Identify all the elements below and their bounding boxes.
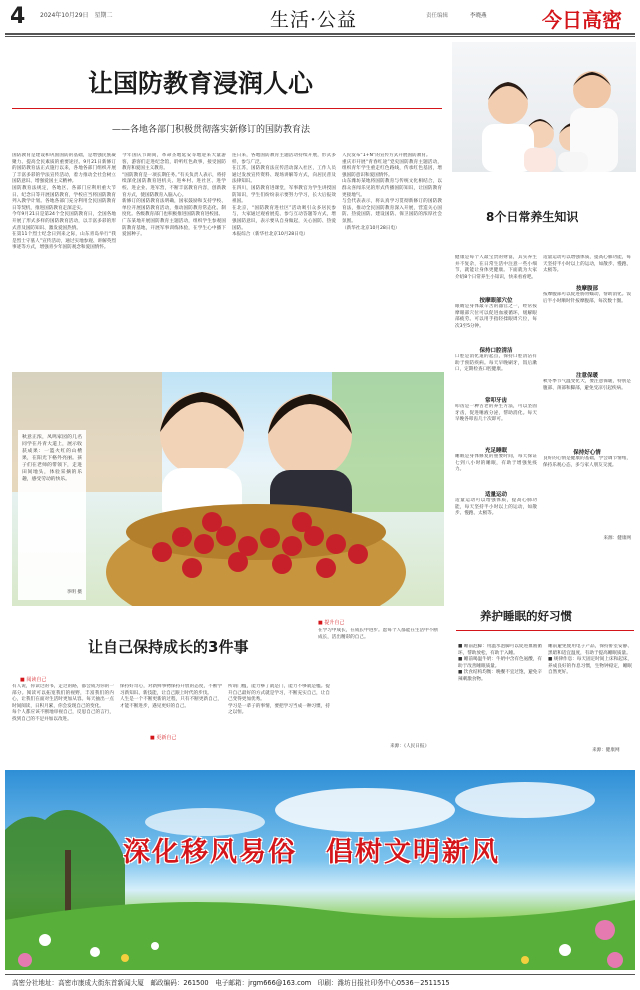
health-item-head: 保持口腔清洁 <box>479 348 513 354</box>
health-item-body: 按摩腹部可以促进肠胃蠕动，帮助消化。饭后半小时顺时针按摩腹部，每次数十圈。 <box>543 292 631 304</box>
photo-credit: 李明 摄 <box>66 590 82 595</box>
title-divider <box>12 108 442 109</box>
family-photo <box>452 42 636 172</box>
health-column-b <box>543 255 631 543</box>
header-rule <box>5 33 635 35</box>
issue-date: 2024年10月29日 星期二 <box>40 12 113 19</box>
editor-name: 李晓燕 <box>470 13 487 19</box>
banner-slogan: 深化移风易俗 倡树文明新风 <box>123 837 500 868</box>
growth-article-title: 让自己保持成长的3件事 <box>88 638 249 656</box>
health-item-head: 适量运动 <box>484 492 507 498</box>
growth-col-3: 所谓门槛，能力够了就是门，能力不够就是槛。提升自己最好的方式就是学习，不断充实自己，让自己变得更加优秀。 学习是一辈子的事情，要把学习当成一种习惯，持之以恒。 <box>228 684 330 716</box>
health-intro: 健康是每个人最宝贵的财富，其实养生并不复杂，在日常生活中注意一些小细节，就能让身体更健康。下面就为大家介绍8个日常养生小知识，快来看看吧。 <box>455 255 537 280</box>
growth-subhead-3: ■ 更新自己 <box>150 735 177 741</box>
health-item-body: 叩齿是一种古老的养生方法，可以坚固牙齿，促进唾液分泌，帮助消化。每天早晚各叩齿几十次即可。 <box>455 404 537 423</box>
health-item-head: 保持好心情 <box>573 450 601 456</box>
main-article-col-4: 人民发布“1+N”的宣传方式开展国防教育。 重庆市开展“青春红途”党史国防教育主题活动，组织青年学生重走红色路线，传承红色基因，增强国防意识和爱国情怀。 山东潍坊某地将国防教育与传统文化相结合，以群众喜闻乐见的形式传播国防知识，让国防教育更接地气。 与会代表表示，将认真学习贯彻新修订的国防教育法，推动全民国防教育深入开展，营造关心国防、热爱国防、建设国防、保卫国防的浓厚社会氛围。 （新华社北京10月28日电） <box>342 153 442 231</box>
sleep-title-divider <box>456 630 634 631</box>
health-item-body: 秋冬季节气温变化大，要注意保暖，特别是腹部、颈部和脚部，避免受凉引起疾病。 <box>543 379 631 391</box>
health-item-body: 眼睛是身体最辛苦的器官之一，经常按摩眼部穴位可以促进血液循环，缓解眼部疲劳。可以用手指轻揉眼周穴位，每次3至5分钟。 <box>455 304 537 329</box>
page-number: 4 <box>10 4 26 29</box>
health-item-body: 睡眠是身体修复的重要时间，每天保证七到八小时的睡眠，有助于增强免疫力。 <box>455 454 537 473</box>
main-article-title: 让国防教育浸润人心 <box>88 69 314 98</box>
header-rule-thin <box>5 36 635 37</box>
photo-caption-text: 秋意正浓，凤鸣家园的几名同学在丹青大道上，展示收获成果：一篮火红的山楂果，在阳光下格外亮丽。孩子们在老师的带领下，走进田间地头，体验采摘的乐趣，感受劳动的快乐。 <box>22 435 82 482</box>
health-item-body-continued: 适量运动可以增强体质，提高心肺功能，每天坚持半小时以上的运动，如散步、慢跑、太极等。 <box>543 255 631 274</box>
banner-landscape-illustration <box>5 770 635 970</box>
growth-subhead-1: ■ 阅读自己 <box>20 677 47 683</box>
main-article-col-1: 国防教育是建设和巩固国防的基础，是增强民族凝聚力、提高全民素质的重要途径。9月21日新修订的国防教育法正式施行以来，各地各部门组织开展了丰富多彩的学法宣传活动，着力推动全社会树立国防意识、增强爱国主义精神。 国防教育法规定，各地区、各部门应利用重大节日、纪念日等开展国防教育，学校应当将国防教育列入教学计划。各地各部门充分利用全民国防教育日等契机，推进国防教育走深走实。 今年9月21日是第24个全民国防教育日，全国各地开展了形式多样的国防教育活动，以丰富多彩的形式普及国防知识、激发爱国热情。 在第11个烈士纪念日到来之际，山东青岛举行“我是烈士守墓人”宣传活动，通过实地参观、讲解英烈事迹等方式，增强青少年国防观念和爱国情怀。 <box>12 153 116 251</box>
main-article-col-3: 连日来，各地国防教育主题活动持续开展，形式多样，参与广泛。 在江苏，国防教育法宣传活动深入社区，工作人员通过发放宣传资料、现场讲解等方式，向居民普及法律知识。 在四川，国防教育进课堂，军事教官为学生讲授国防知识，学生们纷纷表示要努力学习，长大后报效祖国。 在北京，“国防教育进社区”活动吸引众多居民参与，大家通过观看展览、参与互动答题等方式，增强国防意识，表示要从自身做起，关心国防、热爱国防。 本报综合（新华社北京10月28日电） <box>232 153 336 238</box>
health-item-body: 口腔是消化道的起点，保持口腔清洁有助于预防疾病。每天早晚刷牙，饭后漱口，定期检查口腔健康。 <box>455 354 537 373</box>
children-harvest-photo <box>12 372 444 606</box>
sleep-col-2: 睡前避免使用电子产品，保持卧室安静、黑暗和适宜温度，有助于提高睡眠质量。 ■ 规律作息：每天固定时间上床和起床，养成良好的作息习惯，生物钟稳定，睡眠自然更好。 <box>548 644 632 676</box>
growth-col-2: 保持好奇心，对新鲜事物保持开放的态度，不断学习新知识、新技能，让自己跟上时代的步伐。 人生是一个不断更新的过程，只有不断更新自己，才能不断进步，遇见更好的自己。 <box>120 684 222 709</box>
growth-col-4: 在学习中成长，在成长中进步。愿每个人都能在生活中不断成长，活出精彩的自己。 <box>318 628 438 640</box>
photo-caption-box <box>18 430 86 600</box>
health-item-head: 充足睡眠 <box>484 448 507 454</box>
main-article-subtitle: ——各地各部门积极贯彻落实新修订的国防教育法 <box>112 125 311 135</box>
sleep-col-1: ■ 睡前泡脚：用温水泡脚可以促进血液循环，帮助放松，有助于入睡。 ■ 睡前喝温牛奶：牛奶中含有色氨酸，有助于改善睡眠质量。 ■ 饮食结构均衡：晚餐不宜过饱，避免辛辣刺激食物。 <box>458 644 542 682</box>
footer-info: 高密分社地址：高密市康成大街东首新闻大厦 邮政编码：261500 电子邮箱：jrgm666@163.com 印刷：潍坊日报社印务中心0536－2511515 <box>12 979 450 987</box>
health-item-head: 常叩牙齿 <box>484 398 507 404</box>
civilization-banner <box>5 770 635 970</box>
newspaper-logo: 今日高密 <box>542 8 622 32</box>
sleep-article-box <box>452 600 636 760</box>
growth-col-1: 有人说，你读过的书，走过的路，都会成为你的一部分。阅读可以拓宽我们的视野，丰富我们的内心，让我们在面对生活时更加从容。每天抽出一点时间阅读，日积月累，你会发现自己的变化。 每个人都应该不断地审视自己，反思自己的言行，找到自己的不足并加以改进。 <box>12 684 114 722</box>
health-source: 来源：健康网 <box>603 536 631 541</box>
main-article-col-2: 今年国庆节期间，革命圣地延安等地迎来大量游客，游客们走进纪念馆，聆听红色故事，接受国防教育和爱国主义教育。 “国防教育是一项长期任务。”有关负责人表示，将持续深化国防教育进机关、进乡村、进社区、进学校、进企业、进军营，不断丰富教育内容，创新教育方式，使国防教育入脑入心。 新修订的国防教育法明确，国家鼓励和支持学校、单位开展国防教育活动，推动国防教育常态化、制度化。各级教育部门也积极推进国防教育进校园。 广东某地开展国防教育主题活动，组织学生参观国防教育基地，开展军事训练体验，在学生心中播下爱国种子。 <box>122 153 226 238</box>
sleep-article-title: 养护睡眠的好习惯 <box>480 609 572 623</box>
family-photo-illustration <box>452 42 636 172</box>
editor-label: 责任编辑 <box>426 13 449 19</box>
footer-rule <box>5 974 635 975</box>
health-item-head: 按摩眼部穴位 <box>479 298 513 304</box>
section-title: 生活·公益 <box>270 9 358 31</box>
health-item-body: 良好的心情是健康的基础，学会调节情绪，保持乐观心态，多与家人朋友交流。 <box>543 456 631 468</box>
sleep-source: 来源：健康网 <box>592 748 620 753</box>
health-item-head: 按摩腹部 <box>575 286 598 292</box>
health-item-head: 注意保暖 <box>575 373 598 379</box>
growth-subhead-2: ■ 提升自己 <box>318 620 345 626</box>
growth-source: 来源：《人民日报》 <box>390 744 430 749</box>
health-column-a <box>455 296 537 532</box>
health-item-body: 适量运动可以增强体质，提高心肺功能，每天坚持半小时以上的运动，如散步、慢跑、太极等。 <box>455 498 537 517</box>
health-article-title: 8个日常养生知识 <box>486 210 579 224</box>
